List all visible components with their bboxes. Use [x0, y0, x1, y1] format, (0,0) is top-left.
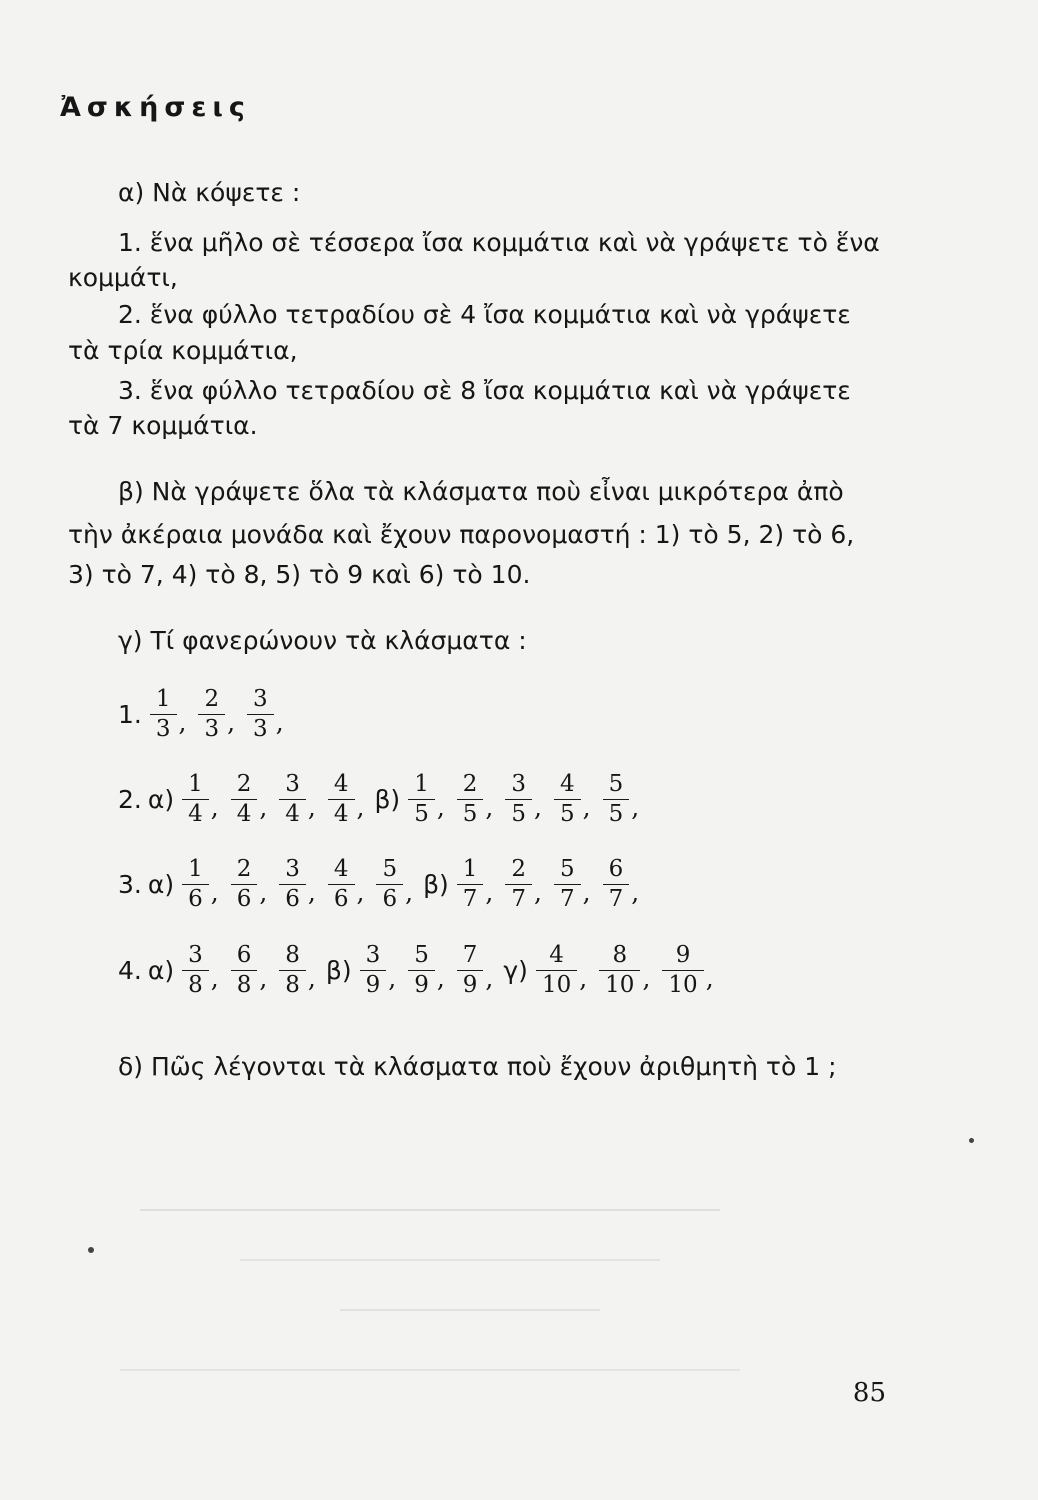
denominator: 6 — [328, 884, 355, 911]
separator: , — [582, 878, 591, 907]
exercise-a3-line2: τὰ 7 κομμάτια. — [68, 411, 258, 440]
separator: , — [307, 964, 316, 993]
separator: , — [388, 964, 397, 993]
denominator: 5 — [603, 799, 630, 826]
fraction-group — [455, 858, 649, 911]
fraction — [408, 944, 435, 997]
numerator: 2 — [511, 856, 527, 882]
fraction-group — [180, 944, 326, 997]
numerator: 6 — [608, 856, 624, 882]
separator: , — [436, 793, 445, 822]
denominator: 10 — [536, 970, 577, 997]
fraction-row-2 — [118, 773, 649, 826]
bleed-through-text — [120, 1200, 760, 1405]
fraction — [554, 858, 581, 911]
part-a-label: α) — [147, 870, 175, 899]
denominator: 7 — [603, 884, 630, 911]
fraction — [231, 858, 258, 911]
numerator: 1 — [155, 686, 171, 712]
ink-dot — [88, 1247, 94, 1253]
fraction-group — [180, 773, 374, 826]
fraction-group — [534, 944, 724, 997]
fraction — [408, 773, 435, 826]
separator: , — [356, 793, 365, 822]
fraction — [554, 773, 581, 826]
section-c-heading: γ) Τί φανερώνουν τὰ κλάσματα : — [118, 626, 527, 655]
separator: , — [485, 793, 494, 822]
ink-dot — [969, 1138, 974, 1143]
denominator: 5 — [505, 799, 532, 826]
bleed-through-lines — [120, 1200, 760, 1400]
exercise-a1-line2: κομμάτι, — [68, 263, 178, 292]
fraction — [328, 773, 355, 826]
fraction — [279, 773, 306, 826]
row-label: 4. — [118, 956, 142, 985]
numerator: 2 — [236, 771, 252, 797]
denominator: 4 — [279, 799, 306, 826]
numerator: 3 — [285, 771, 300, 797]
fraction — [182, 858, 209, 911]
part-c-label: γ) — [503, 956, 528, 985]
fraction — [231, 944, 258, 997]
numerator: 4 — [333, 856, 349, 882]
fraction — [536, 944, 577, 997]
fraction — [198, 688, 225, 741]
separator: , — [275, 708, 284, 737]
separator: , — [485, 964, 494, 993]
numerator: 5 — [559, 856, 575, 882]
fraction-group — [406, 773, 649, 826]
fraction — [376, 858, 403, 911]
separator: , — [356, 878, 365, 907]
denominator: 10 — [662, 970, 703, 997]
section-b-line3: 3) τὸ 7, 4) τὸ 8, 5) τὸ 9 καὶ 6) τὸ 10. — [68, 560, 531, 589]
separator: , — [534, 793, 542, 822]
numerator: 1 — [188, 856, 203, 882]
numerator: 3 — [188, 942, 203, 968]
denominator: 6 — [279, 884, 306, 911]
separator: , — [534, 878, 542, 907]
part-a-label: α) — [147, 956, 175, 985]
denominator: 5 — [554, 799, 581, 826]
separator: , — [705, 964, 714, 993]
denominator: 9 — [457, 970, 484, 997]
separator: , — [642, 964, 651, 993]
denominator: 4 — [328, 799, 355, 826]
fraction — [328, 858, 355, 911]
denominator: 3 — [150, 714, 177, 741]
section-d-line1: δ) Πῶς λέγονται τὰ κλάσματα ποὺ ἔχουν ἀριθμητὴ τὸ 1 ; — [118, 1052, 837, 1081]
fraction — [505, 858, 532, 911]
fraction-group — [180, 858, 423, 911]
fraction — [150, 688, 177, 741]
section-b-line1: β) Νὰ γράψετε ὅλα τὰ κλάσματα ποὺ εἶναι μικρότερα ἀπὸ — [118, 477, 844, 506]
fraction-group — [148, 688, 294, 741]
fraction — [279, 858, 306, 911]
numerator: 3 — [285, 856, 300, 882]
part-b-label: β) — [374, 785, 401, 814]
separator: , — [178, 708, 187, 737]
numerator: 5 — [414, 942, 429, 968]
fraction — [247, 688, 274, 741]
exercise-a2-line1: 2. ἕνα φύλλο τετραδίου σὲ 4 ἴσα κομμάτια καὶ νὰ γράψετε — [118, 300, 851, 329]
denominator: 3 — [247, 714, 274, 741]
numerator: 2 — [462, 771, 478, 797]
denominator: 6 — [182, 884, 209, 911]
separator: , — [210, 964, 219, 993]
separator: , — [485, 878, 494, 907]
numerator: 2 — [236, 856, 252, 882]
fraction — [603, 858, 630, 911]
numerator: 4 — [549, 942, 564, 968]
row-label: 1. — [118, 700, 142, 729]
numerator: 8 — [612, 942, 628, 968]
page-number: 85 — [852, 1378, 886, 1408]
separator: , — [259, 964, 268, 993]
fraction-row-3 — [118, 858, 649, 911]
numerator: 2 — [204, 686, 220, 712]
denominator: 8 — [279, 970, 306, 997]
separator: , — [579, 964, 588, 993]
fraction — [231, 773, 258, 826]
separator: , — [307, 878, 316, 907]
exercise-a3-line1: 3. ἕνα φύλλο τετραδίου σὲ 8 ἴσα κομμάτια καὶ νὰ γράψετε — [118, 376, 851, 405]
numerator: 7 — [462, 942, 478, 968]
section-b-line2: τὴν ἀκέραια μονάδα καὶ ἔχουν παρονομαστή : 1) τὸ 5, 2) τὸ 6, — [68, 520, 855, 549]
part-b-label: β) — [423, 870, 449, 899]
numerator: 9 — [675, 942, 691, 968]
separator: , — [405, 878, 414, 907]
numerator: 5 — [382, 856, 398, 882]
part-a-label: α) — [147, 785, 175, 814]
separator: , — [210, 878, 219, 907]
separator: , — [259, 878, 268, 907]
fraction-row-1 — [118, 688, 294, 741]
fraction — [662, 944, 703, 997]
numerator: 3 — [253, 686, 268, 712]
fraction — [603, 773, 630, 826]
denominator: 9 — [408, 970, 435, 997]
exercise-a2-line2: τὰ τρία κομμάτια, — [68, 336, 298, 365]
separator: , — [631, 793, 640, 822]
separator: , — [259, 793, 268, 822]
numerator: 5 — [608, 771, 624, 797]
separator: , — [227, 708, 236, 737]
denominator: 4 — [231, 799, 258, 826]
numerator: 4 — [333, 771, 349, 797]
section-a-heading: α) Νὰ κόψετε : — [118, 178, 301, 207]
denominator: 5 — [408, 799, 435, 826]
exercise-a1-line1: 1. ἕνα μῆλο σὲ τέσσερα ἴσα κομμάτια καὶ νὰ γράψετε τὸ ἕνα — [118, 228, 880, 257]
fraction — [279, 944, 306, 997]
separator: , — [210, 793, 219, 822]
denominator: 7 — [554, 884, 581, 911]
numerator: 1 — [188, 771, 203, 797]
separator: , — [582, 793, 591, 822]
denominator: 8 — [231, 970, 258, 997]
denominator: 7 — [505, 884, 532, 911]
fraction — [182, 773, 209, 826]
denominator: 8 — [182, 970, 209, 997]
denominator: 6 — [231, 884, 258, 911]
part-b-label: β) — [325, 956, 352, 985]
separator: , — [307, 793, 316, 822]
numerator: 8 — [285, 942, 300, 968]
numerator: 1 — [414, 771, 429, 797]
denominator: 9 — [360, 970, 387, 997]
fraction — [599, 944, 640, 997]
fraction-row-4 — [118, 944, 724, 997]
numerator: 4 — [559, 771, 575, 797]
denominator: 10 — [599, 970, 640, 997]
numerator: 6 — [236, 942, 252, 968]
fraction-group — [358, 944, 504, 997]
denominator: 4 — [182, 799, 209, 826]
row-label: 2. — [118, 785, 142, 814]
denominator: 7 — [457, 884, 484, 911]
denominator: 6 — [376, 884, 403, 911]
page-title: Ἀσκήσεις — [60, 92, 251, 123]
separator: , — [436, 964, 445, 993]
fraction — [457, 944, 484, 997]
numerator: 1 — [462, 856, 478, 882]
fraction — [182, 944, 209, 997]
row-label: 3. — [118, 870, 142, 899]
fraction — [457, 858, 484, 911]
numerator: 3 — [365, 942, 381, 968]
fraction — [457, 773, 484, 826]
denominator: 5 — [457, 799, 484, 826]
separator: , — [631, 878, 640, 907]
fraction — [505, 773, 532, 826]
numerator: 3 — [511, 771, 527, 797]
fraction — [360, 944, 387, 997]
denominator: 3 — [198, 714, 225, 741]
